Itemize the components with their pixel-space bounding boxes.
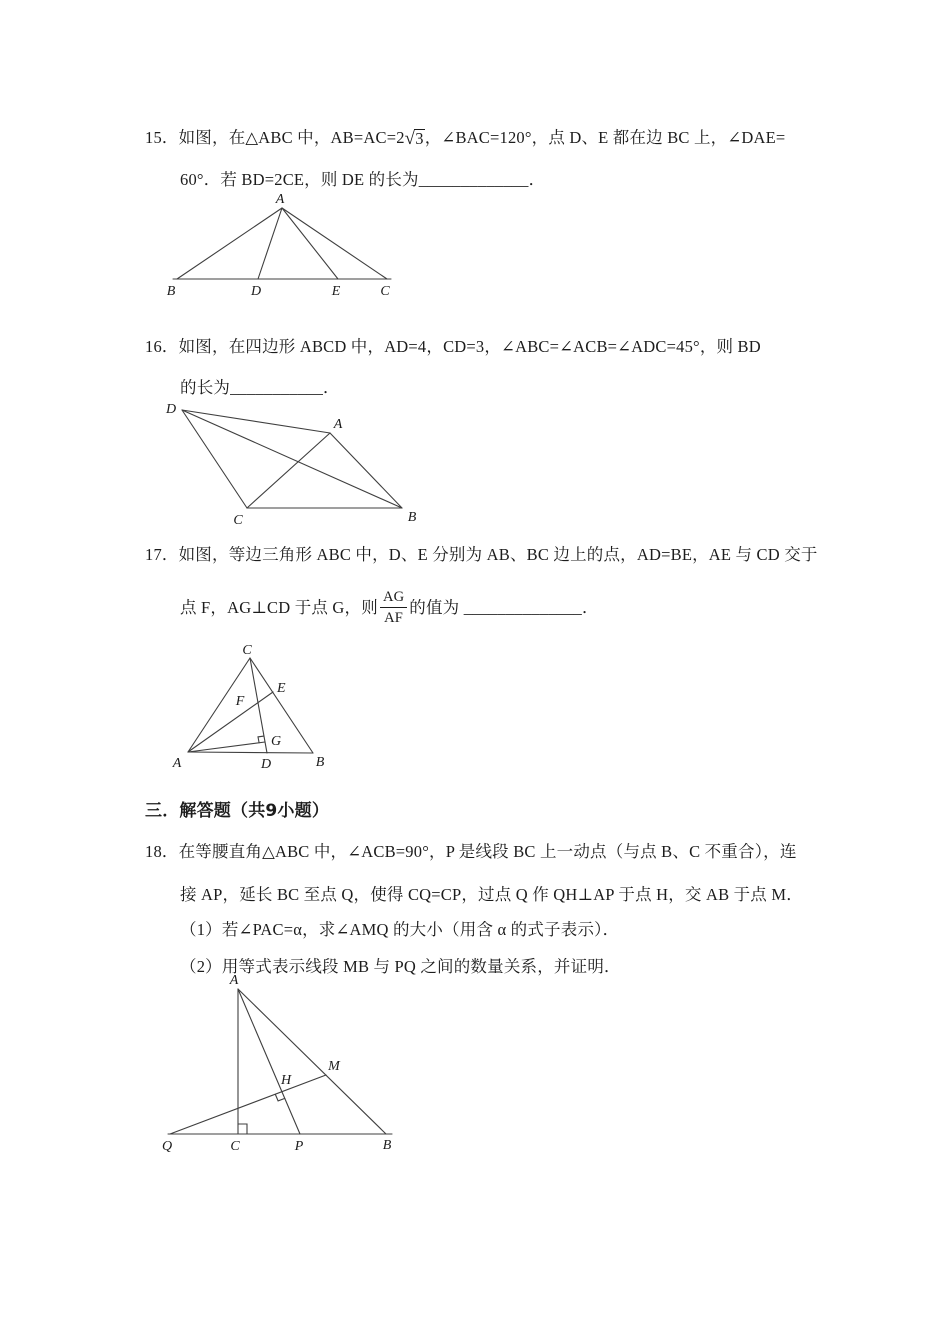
radicand: 3 — [415, 129, 424, 148]
problem-17-line-1: 17．如图，等边三角形 ABC 中，D、E 分别为 AB、BC 边上的点，AD=BE，AE 与 CD 交于 — [145, 545, 818, 564]
problem-16-line-1: 16．如图，在四边形 ABCD 中，AD=4，CD=3，∠ABC=∠ACB=∠ADC=45°，则 BD — [145, 337, 761, 356]
edge-AB — [177, 208, 282, 279]
problem-17-text-pre: 点 F，AG⊥CD 于点 G，则 — [180, 597, 378, 617]
vertex-label-g: G — [271, 734, 282, 749]
edge-AD — [258, 208, 282, 279]
vertex-label-d: D — [250, 284, 262, 299]
figure-16 — [163, 397, 433, 532]
fraction-denominator: AF — [384, 610, 404, 627]
edge-CB — [250, 658, 313, 753]
problem-17-line-2 — [180, 588, 599, 627]
problem-17-text-post: 的值为 ______________． — [409, 597, 599, 617]
figure-16-edges — [182, 410, 402, 508]
vertex-label-a: A — [275, 192, 285, 207]
section-3-heading: 三．解答题（共9小题） — [145, 801, 330, 821]
vertex-label-p: P — [294, 1139, 304, 1154]
vertex-label-a: A — [333, 417, 343, 432]
vertex-label-e: E — [331, 284, 341, 299]
problem-18-line-1: 18．在等腰直角△ABC 中，∠ACB=90°，P 是线段 BC 上一动点（与点 B、C 不重合），连 — [145, 842, 797, 861]
vertex-label-f: F — [235, 694, 245, 709]
edge-AB — [188, 752, 313, 753]
fraction-ag-af — [380, 588, 407, 627]
edge-AB — [330, 433, 402, 508]
vertex-label-d: D — [165, 402, 177, 417]
vertex-label-c: C — [233, 513, 243, 528]
vertex-label-a: A — [172, 756, 182, 771]
segment-AP — [238, 989, 300, 1134]
figure-18 — [158, 975, 408, 1157]
radical-sign: √ — [404, 128, 416, 149]
vertex-label-q: Q — [161, 1139, 173, 1154]
problem-18-sub-1: （1）若∠PAC=α，求∠AMQ 的大小（用含 α 的式子表示）． — [180, 920, 620, 939]
vertex-label-b: B — [166, 284, 176, 299]
figure-17 — [170, 645, 350, 780]
fraction-numerator: AG — [380, 588, 407, 608]
vertex-label-c: C — [230, 1139, 240, 1154]
problem-18-sub-2: （2）用等式表示线段 MB 与 PQ 之间的数量关系，并证明． — [180, 957, 621, 976]
right-angle-mark-c — [238, 1124, 247, 1134]
problem-15-text-post: ，∠BAC=120°，点 D、E 都在边 BC 上，∠DAE= — [424, 128, 786, 147]
vertex-label-b: B — [382, 1138, 392, 1153]
vertex-label-b: B — [407, 510, 417, 525]
edge-AB — [238, 989, 386, 1134]
problem-15-line-2: 60°．若 BD=2CE，则 DE 的长为_____________． — [180, 170, 546, 189]
figure-15 — [160, 192, 410, 304]
vertex-label-d: D — [260, 757, 272, 772]
vertex-label-m: M — [328, 1059, 340, 1074]
vertex-label-c: C — [380, 284, 390, 299]
vertex-label-b: B — [315, 755, 325, 770]
vertex-label-e: E — [277, 681, 286, 696]
problem-16-line-2: 的长为___________． — [180, 378, 340, 397]
problem-15-line-1 — [145, 126, 785, 150]
edge-DA — [182, 410, 330, 433]
figure-18-edges — [168, 989, 392, 1134]
problem-18-line-2: 接 AP，延长 BC 至点 Q，使得 CQ=CP，过点 Q 作 QH⊥AP 于点 H，交 AB 于点 M． — [180, 885, 803, 904]
sqrt-expression — [405, 129, 425, 148]
vertex-label-c: C — [242, 645, 252, 658]
problem-15-text-pre: 15．如图，在△ABC 中，AB=AC=2 — [145, 128, 405, 147]
vertex-label-h: H — [280, 1073, 292, 1088]
edge-AE — [282, 208, 338, 279]
segment-QM — [170, 1075, 326, 1134]
figure-15-edges — [173, 208, 391, 279]
edge-AC — [282, 208, 387, 279]
vertex-label-a: A — [229, 975, 239, 988]
figure-17-edges — [188, 658, 313, 753]
